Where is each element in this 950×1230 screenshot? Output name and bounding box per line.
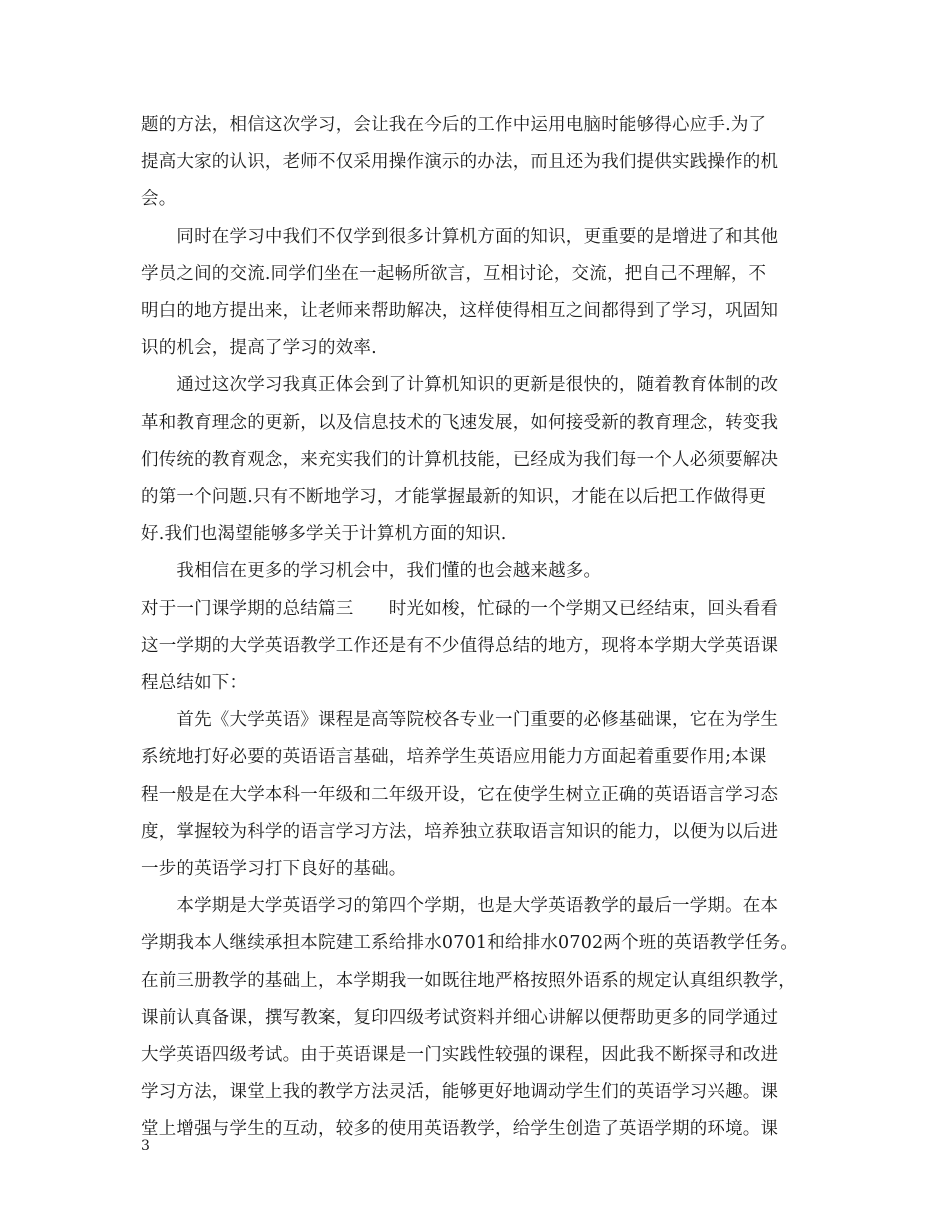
body-text-line: 度，掌握较为科学的语言学习方法，培养独立获取语言知识的能力，以便为以后进: [141, 822, 779, 842]
body-text-line: 课前认真备课，撰写教案，复印四级考试资料并细心讲解以便帮助更多的同学通过: [141, 1008, 779, 1028]
body-text-line: 对于一门课学期的总结篇三 时光如梭，忙碌的一个学期又已经结束，回头看看: [141, 599, 779, 619]
body-text-line: 首先《大学英语》课程是高等院校各专业一门重要的必修基础课，它在为学生: [141, 710, 779, 730]
body-text-line: 学期我本人继续承担本院建工系给排水0701和给排水0702两个班的英语教学任务。: [141, 933, 799, 953]
body-text-line: 大学英语四级考试。由于英语课是一门实践性较强的课程，因此我不断探寻和改进: [141, 1045, 779, 1065]
body-text-line: 这一学期的大学英语教学工作还是有不少值得总结的地方，现将本学期大学英语课: [141, 636, 779, 656]
body-text-line: 程总结如下：: [141, 673, 248, 693]
body-text-line: 识的机会，提高了学习的效率.: [141, 338, 377, 358]
body-text-line: 系统地打好必要的英语语言基础，培养学生英语应用能力方面起着重要作用;本课: [141, 747, 767, 767]
body-text-line: 学习方法，课堂上我的教学方法灵活，能够更好地调动学生们的英语学习兴趣。课: [141, 1082, 779, 1102]
body-text-line: 的第一个问题.只有不断地学习，才能掌握最新的知识，才能在以后把工作做得更: [141, 487, 767, 507]
body-text-line: 学员之间的交流.同学们坐在一起畅所欲言，互相讨论，交流，把自己不理解，不: [141, 264, 767, 284]
body-text-line: 在前三册教学的基础上，本学期我一如既往地严格按照外语系的规定认真组织教学，: [141, 971, 796, 991]
body-text-line: 同时在学习中我们不仅学到很多计算机方面的知识，更重要的是增进了和其他: [141, 227, 779, 247]
body-text-line: 革和教育理念的更新，以及信息技术的飞速发展，如何接受新的教育理念，转变我: [141, 413, 779, 433]
body-text-line: 会。: [141, 189, 177, 209]
body-text-line: 堂上增强与学生的互动，较多的使用英语教学，给学生创造了英语学期的环境。课: [141, 1119, 779, 1139]
body-text-line: 提高大家的认识，老师不仅采用操作演示的办法，而且还为我们提供实践操作的机: [141, 152, 779, 172]
body-text-line: 们传统的教育观念，来充实我们的计算机技能，已经成为我们每一个人必须要解决: [141, 450, 779, 470]
body-text-line: 本学期是大学英语学习的第四个学期，也是大学英语教学的最后一学期。在本: [141, 896, 779, 916]
body-text-line: 我相信在更多的学习机会中，我们懂的也会越来越多。: [141, 561, 602, 581]
body-text-line: 一步的英语学习打下良好的基础。: [141, 859, 407, 879]
body-text-line: 题的方法，相信这次学习，会让我在今后的工作中运用电脑时能够得心应手.为了: [141, 115, 767, 135]
body-text-line: 程一般是在大学本科一年级和二年级开设，它在使学生树立正确的英语语言学习态: [141, 785, 779, 805]
body-text-line: 明白的地方提出来，让老师来帮助解决，这样使得相互之间都得到了学习，巩固知: [141, 301, 779, 321]
page-number: 3: [141, 1138, 150, 1154]
body-text-line: 好.我们也渴望能够多学关于计算机方面的知识.: [141, 524, 507, 544]
body-text-line: 通过这次学习我真正体会到了计算机知识的更新是很快的，随着教育体制的改: [141, 375, 779, 395]
